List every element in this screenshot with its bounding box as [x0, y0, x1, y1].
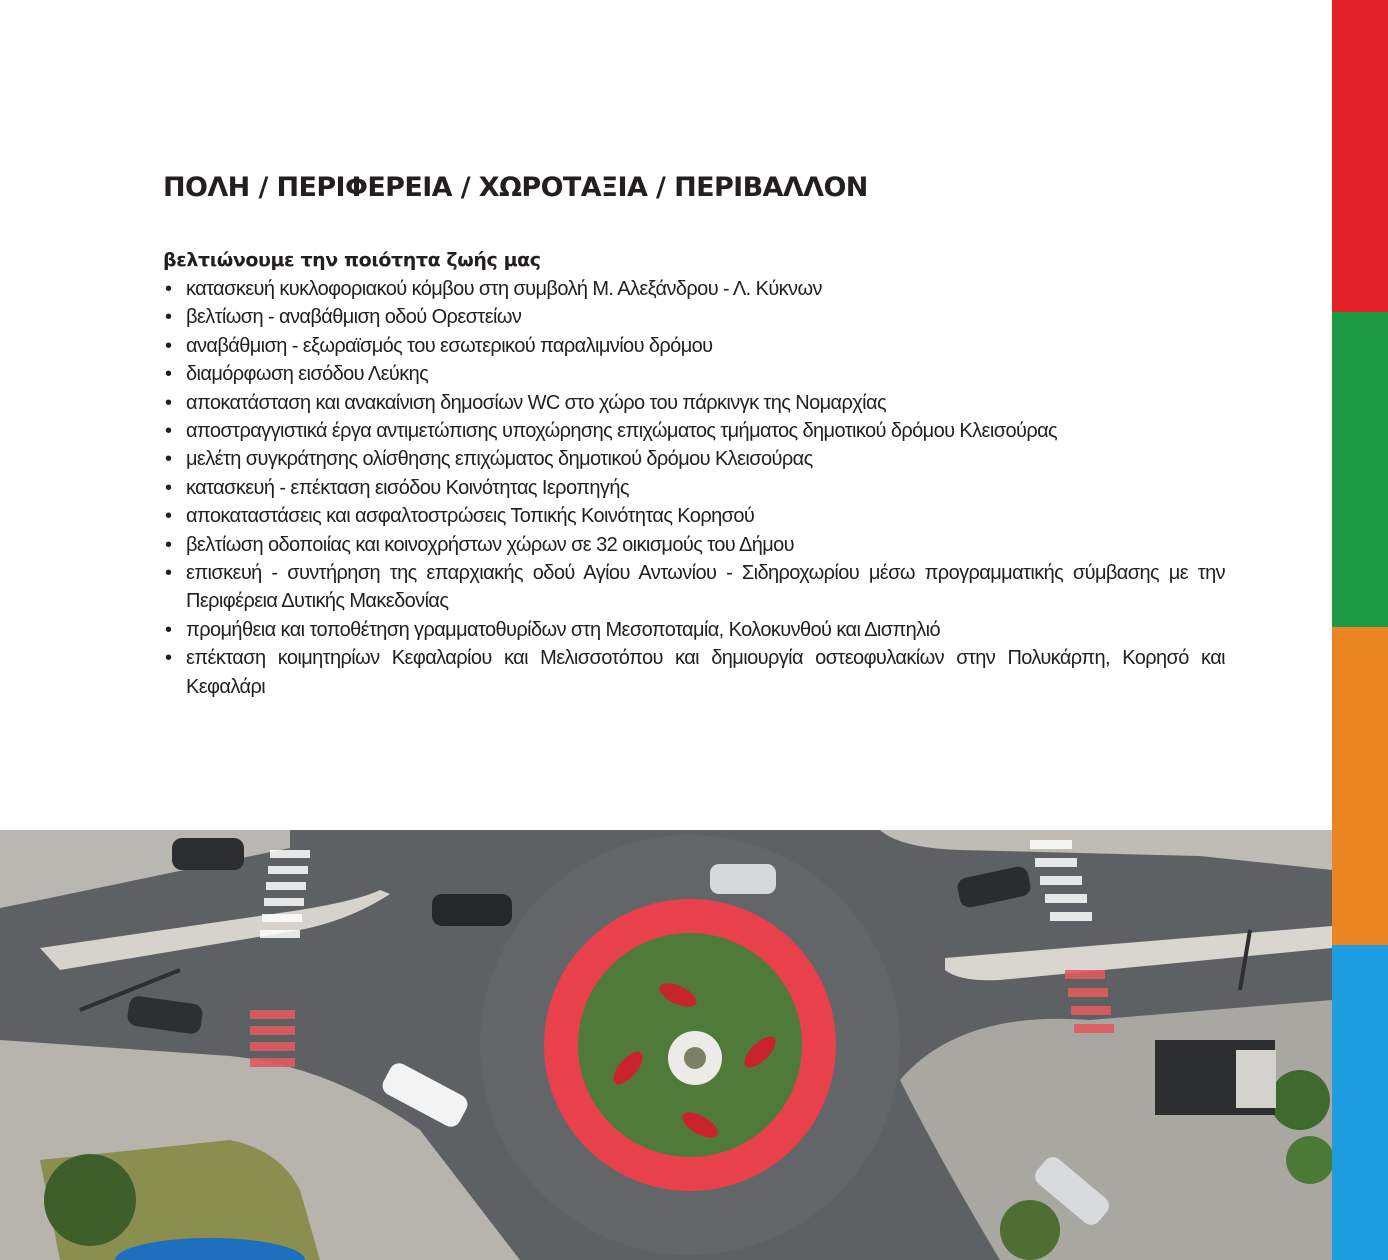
tree — [1270, 1070, 1330, 1130]
page-title: ΠΟΛΗ / ΠΕΡΙΦΕΡΕΙΑ / ΧΩΡΟΤΑΞΙΑ / ΠΕΡΙΒΑΛΛΟΝ — [163, 172, 868, 203]
list-item — [163, 502, 1225, 530]
bullet-icon: • — [165, 306, 172, 329]
bullet-icon: • — [165, 647, 172, 670]
accent-bar-green — [1332, 312, 1388, 627]
list-item-text: κατασκευή κυκλοφοριακού κόμβου στη συμβολή Μ. Αλεξάνδρου - Λ. Κύκνων — [186, 278, 822, 300]
list-item — [163, 303, 1225, 331]
list-item-text: προμήθεια και τοποθέτηση γραμματοθυρίδων στη Μεσοποταμία, Κολοκυνθού και Δισπηλιό — [186, 618, 940, 641]
list-item — [163, 332, 1225, 360]
list-item-text: κατασκευή - επέκταση εισόδου Κοινότητας Ιεροπηγής — [186, 476, 629, 499]
list-item — [163, 445, 1225, 473]
list-item-text: αποκαταστάσεις και ασφαλτοστρώσεις Τοπικής Κοινότητας Κορησού — [186, 505, 755, 528]
bullet-icon: • — [165, 562, 172, 585]
list-item — [163, 559, 1225, 616]
bullet-icon: • — [165, 476, 172, 499]
list-item — [163, 417, 1225, 445]
tree — [44, 1154, 136, 1246]
tree — [1286, 1136, 1332, 1184]
accent-bar-red — [1332, 0, 1388, 312]
accent-bar-blue — [1332, 945, 1388, 1260]
project-list — [163, 275, 1225, 701]
bullet-icon: • — [165, 278, 172, 300]
list-item-text: διαμόρφωση εισόδου Λεύκης — [186, 363, 429, 386]
list-item-text: αποκατάσταση και ανακαίνιση δημοσίων WC στο χώρο του πάρκινγκ της Νομαρχίας — [186, 391, 887, 414]
list-item-text: αναβάθμιση - εξωραϊσμός του εσωτερικού παραλιμνίου δρόμου — [186, 334, 713, 357]
list-item — [163, 531, 1225, 559]
list-item — [163, 616, 1225, 644]
car — [432, 894, 512, 926]
list-item-text: επισκευή - συντήρηση της επαρχιακής οδού Αγίου Αντωνίου - Σιδηροχωρίου μέσω προγραμματικής σύμβασης με την Περιφέρεια Δυτικής Μακεδονίας — [186, 562, 1225, 613]
tree — [1000, 1200, 1060, 1260]
list-item — [163, 275, 1225, 303]
list-item-text: επέκταση κοιμητηρίων Κεφαλαρίου και Μελισσοτόπου και δημιουργία οστεοφυλακίων στην Πολυκάρπη, Κορησό και Κεφαλάρι — [186, 647, 1225, 698]
list-item-text: μελέτη συγκράτησης ολίσθησης επιχώματος δημοτικού δρόμου Κλεισούρας — [186, 448, 813, 471]
bullet-icon: • — [165, 505, 172, 528]
list-item-text: αποστραγγιστικά έργα αντιμετώπισης υποχώρησης επιχώματος τμήματος δημοτικού δρόμου Κλεισούρας — [186, 420, 1058, 443]
accent-bar-orange — [1332, 627, 1388, 945]
list-item — [163, 474, 1225, 502]
car — [710, 864, 776, 894]
bullet-icon: • — [165, 618, 172, 641]
list-item — [163, 389, 1225, 417]
section-heading: βελτιώνουμε την ποιότητα ζωής μας — [163, 249, 541, 271]
list-item — [163, 644, 1225, 701]
roundabout-aerial-photo — [0, 830, 1332, 1260]
car — [172, 838, 244, 870]
bullet-icon: • — [165, 420, 172, 443]
list-item-text: βελτίωση οδοποιίας και κοινοχρήστων χώρων σε 32 οικισμούς του Δήμου — [186, 533, 795, 556]
bullet-icon: • — [165, 391, 172, 414]
bullet-icon: • — [165, 334, 172, 357]
list-item-text: βελτίωση - αναβάθμιση οδού Ορεστείων — [186, 306, 522, 329]
bullet-icon: • — [165, 448, 172, 471]
list-item — [163, 360, 1225, 388]
bullet-icon: • — [165, 533, 172, 556]
bullet-icon: • — [165, 363, 172, 386]
